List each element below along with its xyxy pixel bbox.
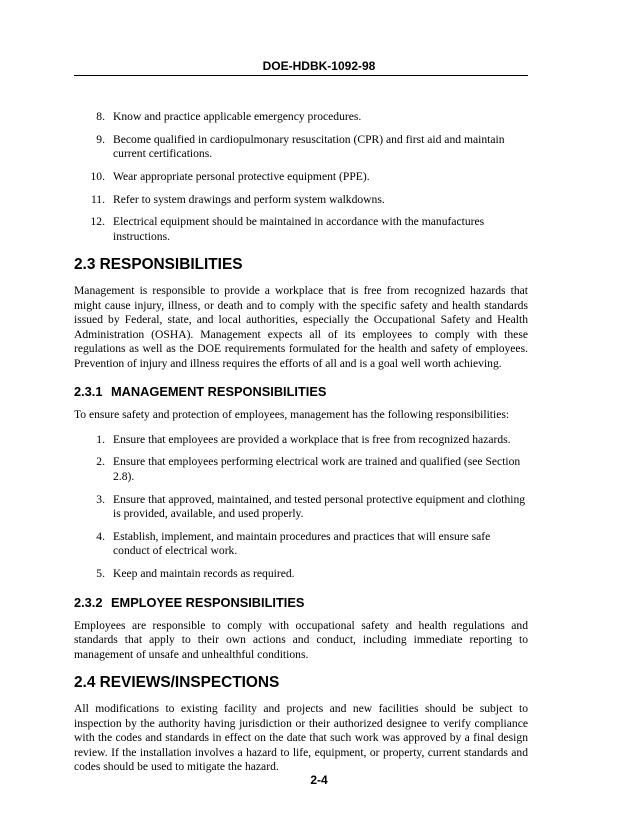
subsection-number: 2.3.2 <box>74 594 103 610</box>
list-item <box>74 110 528 125</box>
section-paragraph-responsibilities: Management is responsible to provide a workplace that is free from recognized hazards that might cause injury, illness, or death and to comply with the specific safety and health standards issued by Federal, state, and local authorities, especially the Occupational Safety and Health Administration (OSHA). Management expects all of its employees to comply with these regulations as well as the DOE requirements formulated for the health and safety of employees. Prevention of injury and illness requires the efforts of all and is a goal well worth achieving. <box>74 284 528 370</box>
page-content <box>74 110 528 785</box>
subsection-paragraph-employee: Employees are responsible to comply with occupational safety and health regulations and standards that apply to their own actions and conduct, including immediate reporting to management of unsafe and unhealthful conditions. <box>74 618 528 661</box>
list-item <box>74 193 528 208</box>
list-item-text: Wear appropriate personal protective equipment (PPE). <box>113 169 370 183</box>
list-item-number: 9. <box>96 132 105 146</box>
list-top <box>74 110 528 244</box>
list-item-text: Ensure that approved, maintained, and tested personal protective equipment and clothing is provided, available, and used properly. <box>113 492 526 521</box>
list-item-text: Refer to system drawings and perform system walkdowns. <box>113 192 385 206</box>
list-item <box>74 455 528 484</box>
list-item-text: Electrical equipment should be maintained in accordance with the manufactures instructions. <box>113 215 485 243</box>
list-item-number: 4. <box>96 529 105 543</box>
section-heading-responsibilities: 2.3 RESPONSIBILITIES <box>74 256 243 274</box>
list-item-number: 1. <box>96 432 105 446</box>
list-item-number: 2. <box>96 455 105 469</box>
subsection-heading-management <box>74 384 528 399</box>
list-item-number: 8. <box>96 110 105 123</box>
list-item-number: 11. <box>90 192 105 206</box>
list-item <box>74 433 528 448</box>
list-item <box>74 215 528 244</box>
subsection-heading-employee <box>74 595 528 610</box>
list-item-text: Establish, implement, and maintain procedures and practices that will ensure safe conduct of electrical work. <box>113 529 491 558</box>
subsection-number: 2.3.1 <box>74 384 103 400</box>
list-item-text: Ensure that employees performing electrical work are trained and qualified (see Section 2.8). <box>113 455 521 483</box>
list-item-number: 3. <box>96 492 105 506</box>
document-id-header: DOE-HDBK-1092-98 <box>262 59 376 73</box>
subsection-intro-management: To ensure safety and protection of employees, management has the following responsibilities: <box>74 408 510 422</box>
list-item <box>74 133 528 162</box>
list-item-text: Keep and maintain records as required. <box>113 567 295 580</box>
header-rule <box>74 75 528 76</box>
list-item <box>74 567 528 582</box>
list-item-text: Know and practice applicable emergency procedures. <box>113 110 362 123</box>
list-item <box>74 493 528 522</box>
list-item <box>74 170 528 185</box>
list-item-number: 5. <box>96 567 105 580</box>
management-list <box>74 433 528 582</box>
list-item <box>74 530 528 559</box>
subsection-title: EMPLOYEE RESPONSIBILITIES <box>111 594 305 610</box>
list-item-text: Ensure that employees are provided a workplace that is free from recognized hazards. <box>113 432 511 446</box>
page-number: 2-4 <box>310 773 328 787</box>
list-item-number: 10. <box>90 169 105 183</box>
list-item-number: 12. <box>90 215 105 229</box>
subsection-title: MANAGEMENT RESPONSIBILITIES <box>111 384 327 400</box>
list-item-text: Become qualified in cardiopulmonary resuscitation (CPR) and first aid and maintain current certifications. <box>113 132 505 161</box>
section-paragraph-reviews: All modifications to existing facility and projects and new facilities should be subject to inspection by the authority having jurisdiction or their authorized designee to verify compliance with the codes and standards in effect on the date that such work was approved by a final design review. If the installation involves a hazard to life, equipment, or property, current standards and codes should be used to mitigate the hazard. <box>74 702 528 773</box>
section-heading-reviews: 2.4 REVIEWS/INSPECTIONS <box>74 674 280 691</box>
